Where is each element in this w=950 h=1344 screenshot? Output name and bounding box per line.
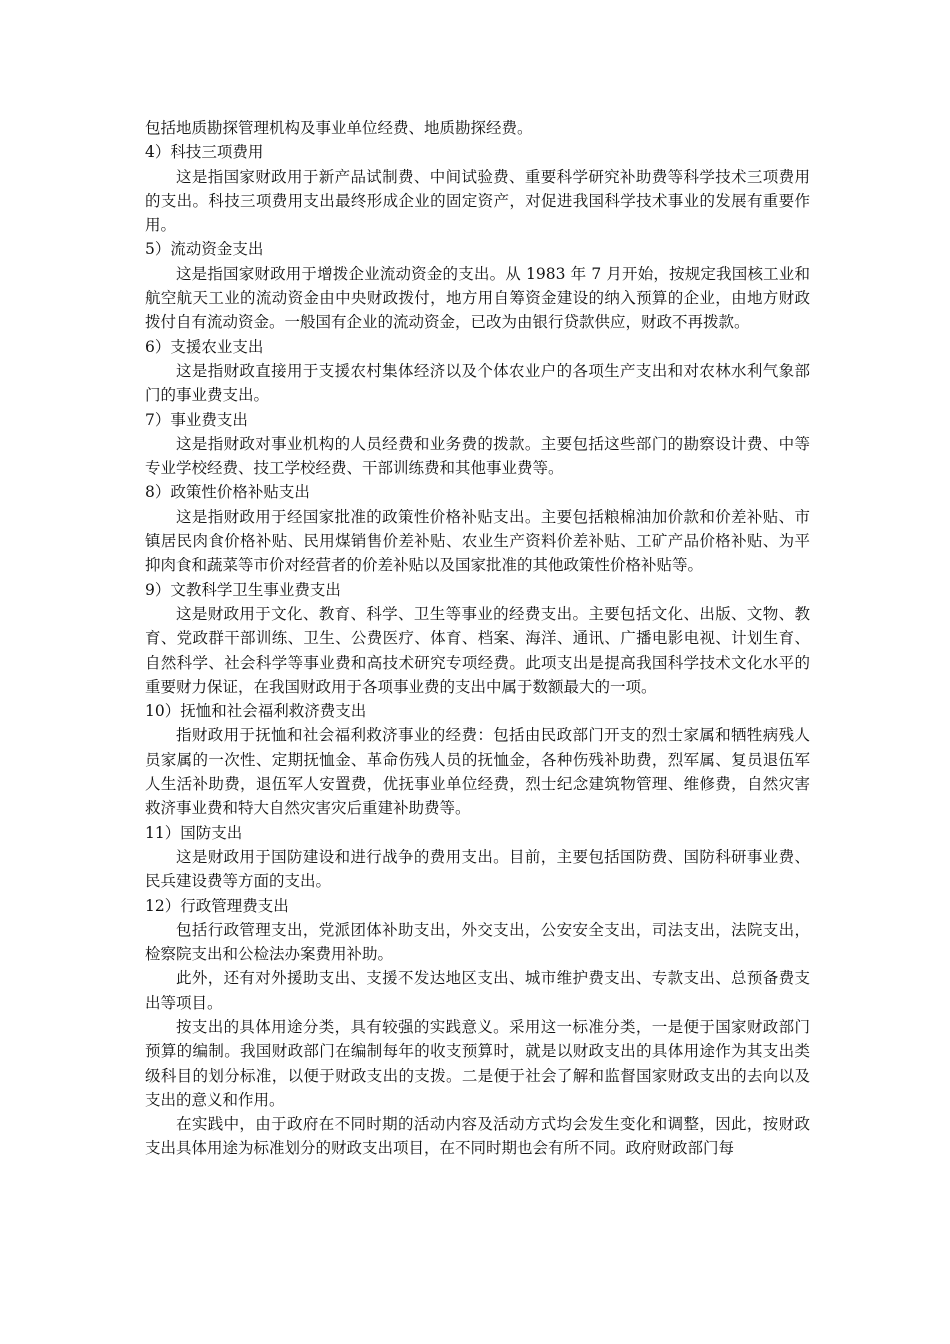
body-paragraph: 这是指财政用于经国家批准的政策性价格补贴支出。主要包括粮棉油加价款和价差补贴、市镇居民肉食价格补贴、民用煤销售价差补贴、农业生产资料价差补贴、工矿产品价格补贴、为平抑肉食和蔬菜等市价对经营者的价差补贴以及国家批准的其他政策性价格补贴等。 <box>145 507 810 575</box>
section-heading: 7）事业费支出 <box>145 410 248 429</box>
section-heading: 8）政策性价格补贴支出 <box>145 483 310 502</box>
section-heading: 6）支援农业支出 <box>145 337 264 356</box>
body-paragraph: 在实践中，由于政府在不同时期的活动内容及活动方式均会发生变化和调整，因此，按财政支出具体用途为标准划分的财政支出项目，在不同时期也会有所不同。政府财政部门每 <box>145 1115 810 1158</box>
body-paragraph: 按支出的具体用途分类，具有较强的实践意义。采用这一标准分类，一是便于国家财政部门预算的编制。我国财政部门在编制每年的收支预算时，就是以财政支出的具体用途作为其支出类级科目的划分标准，以便于财政支出的支拨。二是便于社会了解和监督国家财政支出的去向以及支出的意义和作用。 <box>145 1017 810 1109</box>
section-heading: 11）国防支出 <box>145 823 243 842</box>
section-heading: 4）科技三项费用 <box>145 143 264 162</box>
body-paragraph: 这是指财政对事业机构的人员经费和业务费的拨款。主要包括这些部门的勘察设计费、中等专业学校经费、技工学校经费、干部训练费和其他事业费等。 <box>145 434 810 478</box>
body-paragraph: 此外，还有对外援助支出、支援不发达地区支出、城市维护费支出、专款支出、总预备费支出等项目。 <box>145 969 810 1012</box>
body-paragraph: 这是指国家财政用于新产品试制费、中间试验费、重要科学研究补助费等科学技术三项费用的支出。科技三项费用支出最终形成企业的固定资产，对促进我国科学技术事业的发展有重要作用。 <box>145 167 810 235</box>
body-paragraph: 这是指财政直接用于支援农村集体经济以及个体农业户的各项生产支出和对农林水利气象部门的事业费支出。 <box>145 361 810 405</box>
body-paragraph: 指财政用于抚恤和社会福利救济事业的经费：包括由民政部门开支的烈士家属和牺牲病残人员家属的一次性、定期抚恤金、革命伤残人员的抚恤金，各种伤残补助费，烈军属、复员退伍军人生活补助费，退伍军人安置费，优抚事业单位经费，烈士纪念建筑物管理、维修费，自然灾害救济事业费和特大自然灾害灾后重建补助费等。 <box>145 726 810 818</box>
section-heading: 5）流动资金支出 <box>145 240 264 259</box>
body-paragraph: 这是财政用于国防建设和进行战争的费用支出。目前，主要包括国防费、国防科研事业费、民兵建设费等方面的支出。 <box>145 847 810 891</box>
document-page <box>145 116 810 1161</box>
body-paragraph: 这是财政用于文化、教育、科学、卫生等事业的经费支出。主要包括文化、出版、文物、教育、党政群干部训练、卫生、公费医疗、体育、档案、海洋、通讯、广播电影电视、计划生育、自然科学、社会科学等事业费和高技术研究专项经费。此项支出是提高我国科学技术文化水平的重要财力保证，在我国财政用于各项事业费的支出中属于数额最大的一项。 <box>145 604 810 696</box>
body-paragraph: 这是指国家财政用于增拨企业流动资金的支出。从 1983 年 7 月开始，按规定我国核工业和航空航天工业的流动资金由中央财政拨付，地方用自筹资金建设的纳入预算的企业，由地方财政拨付自有流动资金。一般国有企业的流动资金，已改为由银行贷款供应，财政不再拨款。 <box>145 264 810 332</box>
section-heading: 9）文教科学卫生事业费支出 <box>145 580 341 599</box>
body-paragraph: 包括行政管理支出，党派团体补助支出，外交支出，公安安全支出，司法支出，法院支出，检察院支出和公检法办案费用补助。 <box>145 920 810 964</box>
section-heading: 10）抚恤和社会福利救济费支出 <box>145 702 367 721</box>
section-heading: 12）行政管理费支出 <box>145 896 289 915</box>
body-paragraph: 包括地质勘探管理机构及事业单位经费、地质勘探经费。 <box>145 119 533 137</box>
